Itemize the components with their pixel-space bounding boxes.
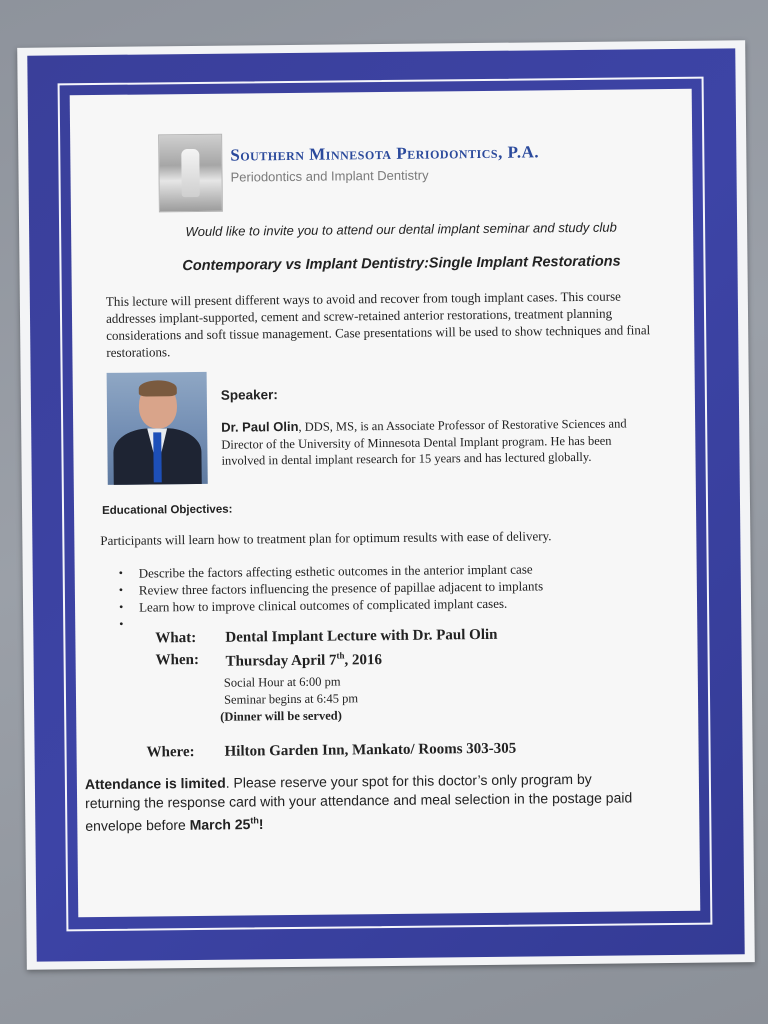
- speaker-photo: [107, 372, 208, 485]
- objectives-list: [117, 559, 678, 633]
- deadline-end: !: [258, 815, 264, 833]
- lecture-title: Contemporary vs Implant Dentistry:Single Implant Restorations: [182, 253, 621, 275]
- invite-text: Would like to invite you to attend our dental implant seminar and study club: [185, 219, 617, 240]
- speaker-label: Speaker:: [220, 387, 278, 403]
- objective-item: • Learn how to improve clinical outcomes of complicated implant cases.: [117, 593, 677, 616]
- seminar-time: Seminar begins at 6:45 pm: [223, 691, 359, 707]
- photo-hair: [139, 380, 177, 396]
- blue-border-frame: [27, 48, 744, 961]
- company-subtitle: Periodontics and Implant Dentistry: [230, 167, 429, 185]
- objectives-heading: Educational Objectives:: [101, 503, 233, 517]
- flyer-paper: [17, 40, 755, 970]
- attendance-notice: [85, 769, 646, 836]
- what-value: Dental Implant Lecture with Dr. Paul Olin: [225, 626, 498, 646]
- when-year: , 2016: [344, 652, 383, 669]
- where-value: Hilton Garden Inn, Mankato/ Rooms 303-305: [224, 740, 517, 760]
- tooth-icon: [181, 149, 200, 197]
- photo-tie: [153, 432, 162, 482]
- flyer-content: [70, 89, 701, 917]
- attendance-bold: Attendance is limited: [84, 774, 226, 793]
- company-name: Southern Minnesota Periodontics, P.A.: [230, 142, 540, 165]
- deadline-suffix: th: [250, 815, 259, 826]
- when-label: When:: [155, 651, 200, 669]
- objective-item: • Describe the factors affecting esthetic outcomes in the anterior implant case: [117, 559, 677, 582]
- when-suffix: th: [336, 650, 345, 661]
- xray-logo-image: [158, 134, 223, 213]
- when-value: [226, 650, 383, 671]
- what-label: What:: [155, 629, 197, 647]
- lecture-description: This lecture will present different ways to avoid and recover from tough implant cases. This course addresses implant-supported, cement and screw-retained anterior restorations, treatment planning considerations and soft tissue management. Case presentations will be used to show techniques and final restorations.: [105, 288, 651, 360]
- objective-item: • Review three factors influencing the presence of papillae adjacent to implants: [117, 576, 677, 599]
- attendance-text: . Please reserve your spot for this doctor’s only program by returning the response card with your attendance and meal selection in the postage paid envelope before: [85, 770, 633, 834]
- speaker-name: Dr. Paul Olin: [221, 418, 299, 435]
- social-hour: Social Hour at 6:00 pm: [223, 674, 341, 690]
- speaker-bio-text: , DDS, MS, is an Associate Professor of Restorative Sciences and Director of the University of Minnesota Dental Implant program. He has been involved in dental implant research for 15 years and has lectured globally.: [221, 416, 627, 468]
- objectives-intro: Participants will learn how to treatment plan for optimum results with ease of delivery.: [100, 528, 552, 548]
- deadline-date: March 25: [189, 816, 251, 833]
- speaker-bio: [221, 415, 651, 469]
- when-day: Thursday April 7: [225, 652, 337, 670]
- dinner-note: (Dinner will be served): [220, 708, 342, 724]
- where-label: Where:: [146, 744, 195, 761]
